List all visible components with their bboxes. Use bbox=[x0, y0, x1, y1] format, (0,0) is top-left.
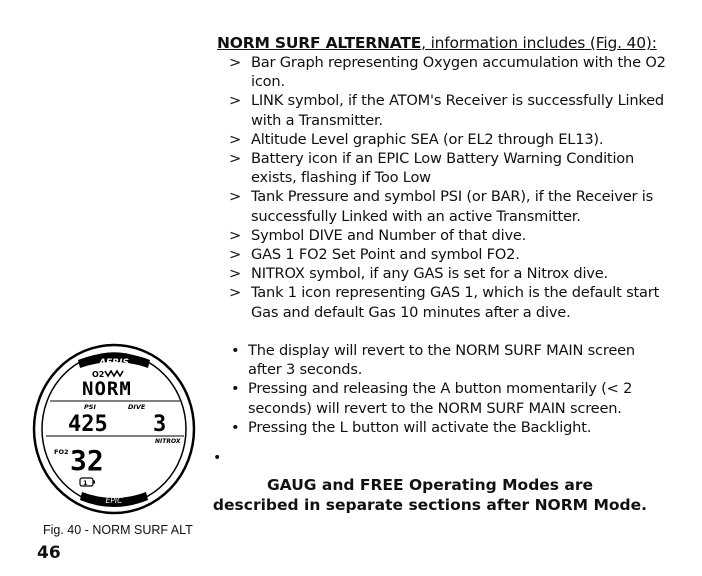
bullet-item: • The display will revert to the NORM SURF MAIN screen after 3 seconds. bbox=[229, 341, 669, 379]
fo2-label: FO2 bbox=[54, 448, 69, 456]
bullet-item: • Pressing and releasing the A button momentarily (< 2 seconds) will revert to the NORM SURF MAIN screen. bbox=[229, 379, 669, 417]
modes-note: GAUG and FREE Operating Modes are described in separate sections after NORM Mode. bbox=[212, 476, 648, 514]
o2-label: O2 bbox=[92, 370, 105, 379]
list-item: > Tank 1 icon representing GAS 1, which is the default start Gas and default Gas 10 minutes after a dive. bbox=[229, 283, 669, 321]
mode-display: NORM bbox=[82, 378, 132, 400]
list-item: > Battery icon if an EPIC Low Battery Warning Condition exists, flashing if Too Low bbox=[229, 149, 669, 187]
tank-icon bbox=[80, 478, 95, 487]
list-item: > LINK symbol, if the ATOM's Receiver is successfully Linked with a Transmitter. bbox=[229, 91, 669, 129]
list-item: > GAS 1 FO2 Set Point and symbol FO2. bbox=[229, 245, 669, 264]
svg-text:1: 1 bbox=[83, 479, 88, 487]
dive-label: DIVE bbox=[128, 403, 146, 411]
figure-caption: Fig. 40 - NORM SURF ALT bbox=[43, 523, 193, 537]
nitrox-label: NITROX bbox=[155, 438, 181, 445]
list-item: > Tank Pressure and symbol PSI (or BAR), if the Receiver is successfully Linked with an active Transmitter. bbox=[229, 187, 669, 225]
section-heading bbox=[217, 34, 657, 52]
list-item: > Altitude Level graphic SEA (or EL2 through EL13). bbox=[229, 130, 669, 149]
svg-text:EPIC: EPIC bbox=[105, 496, 123, 505]
bullet-list bbox=[229, 341, 669, 437]
psi-label: PSI bbox=[84, 403, 96, 411]
list-item: > Bar Graph representing Oxygen accumulation with the O2 icon. bbox=[229, 53, 669, 91]
list-item: > Symbol DIVE and Number of that dive. bbox=[229, 226, 669, 245]
heading-title: NORM SURF ALTERNATE bbox=[217, 34, 422, 52]
empty-bullet: • bbox=[213, 450, 222, 466]
info-list bbox=[229, 53, 669, 322]
page-number: 46 bbox=[37, 543, 61, 563]
heading-subtitle: , information includes (Fig. 40): bbox=[421, 34, 657, 52]
bullet-item: • Pressing the L button will activate the Backlight. bbox=[229, 418, 669, 437]
list-item: > NITROX symbol, if any GAS is set for a Nitrox dive. bbox=[229, 264, 669, 283]
svg-text:AERIS: AERIS bbox=[99, 358, 129, 368]
tank-pressure: 425 bbox=[68, 412, 108, 437]
dive-number: 3 bbox=[153, 412, 167, 437]
fo2-value: 32 bbox=[70, 444, 104, 477]
dive-computer-figure bbox=[30, 342, 198, 517]
